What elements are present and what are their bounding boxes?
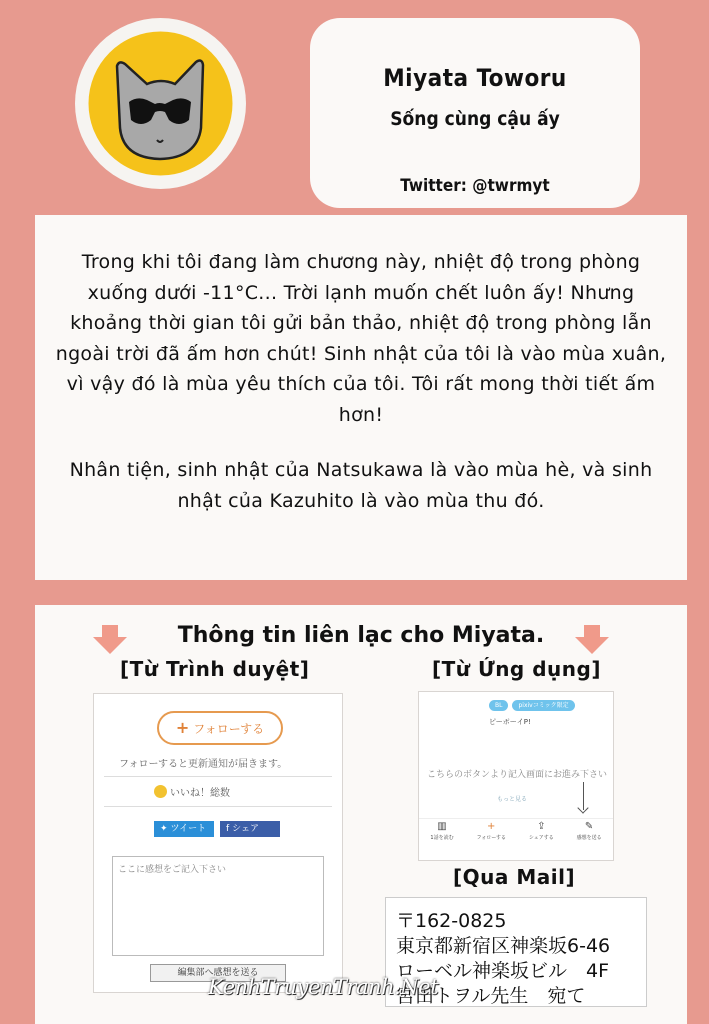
divider bbox=[104, 776, 332, 777]
send-feedback-button[interactable]: 編集部へ感想を送る bbox=[150, 964, 286, 982]
app-tab-follow[interactable] bbox=[476, 819, 506, 848]
tag-badge: pixivコミック限定 bbox=[512, 700, 574, 711]
follow-button-label: フォローする bbox=[193, 722, 265, 736]
share-icon: ⇪ bbox=[537, 821, 546, 832]
profile-card bbox=[310, 18, 640, 208]
app-tab-label: 1話を読む bbox=[430, 835, 454, 841]
tweet-button-label: ツイート bbox=[170, 824, 207, 834]
twitter-bird-icon: ✦ bbox=[160, 824, 168, 834]
browser-screenshot bbox=[93, 693, 343, 993]
app-screenshot bbox=[418, 691, 614, 861]
mail-section-label: [Qua Mail] bbox=[453, 865, 576, 889]
postal-code: 〒162-0825 bbox=[396, 910, 507, 932]
author-avatar bbox=[75, 18, 246, 189]
show-more-link[interactable]: もっと見る bbox=[497, 796, 528, 803]
comment-placeholder: ここに感想をご記入下さい bbox=[118, 865, 227, 875]
app-hint-text: こちらのボタンより記入画面にお進み下さい bbox=[427, 770, 608, 780]
app-tab-feedback[interactable] bbox=[577, 819, 602, 848]
author-name: Miyata Toworu bbox=[383, 64, 567, 92]
app-tab-label: フォローする bbox=[476, 835, 506, 841]
cat-sunglasses-icon bbox=[75, 18, 246, 189]
plus-icon: + bbox=[175, 718, 190, 737]
book-icon: ▥ bbox=[437, 821, 447, 832]
browser-section-label: [Từ Trình duyệt] bbox=[120, 657, 310, 681]
app-tags bbox=[489, 700, 575, 711]
plus-icon: + bbox=[487, 821, 496, 832]
app-tab-bar bbox=[419, 818, 613, 848]
twitter-handle[interactable]: Twitter: @twrmyt bbox=[400, 176, 550, 196]
follow-button[interactable] bbox=[157, 711, 283, 745]
facebook-share-button[interactable] bbox=[220, 821, 280, 837]
app-tab-share[interactable] bbox=[529, 819, 554, 848]
divider bbox=[104, 806, 332, 807]
note-paragraph-1: Trong khi tôi đang làm chương này, nhiệt độ trong phòng xuống dưới -11°C... Trời lạnh muốn chết luôn ấy! Nhưng khoảng thời gian tôi gửi bản thảo, nhiệt độ trong phòng lẫn ngoài trời đã ấm hơn chút! Sinh nhật của tôi là vào mùa xuân, vì vậy đó là mùa yêu thích của tôi. Tôi rất mong thời tiết ấm hơn! bbox=[55, 251, 667, 426]
address-line: ローベル神楽坂ビル 4F bbox=[396, 960, 610, 982]
share-button-label: シェア bbox=[232, 824, 259, 834]
app-tab-read[interactable] bbox=[430, 819, 453, 848]
author-note-card bbox=[35, 215, 687, 580]
comment-textarea[interactable] bbox=[112, 856, 324, 956]
tag-badge: BL bbox=[489, 700, 508, 711]
series-title: Sống cùng cậu ấy bbox=[390, 108, 560, 130]
facebook-icon: f bbox=[226, 824, 230, 834]
smile-icon bbox=[154, 785, 167, 798]
app-section-label: [Từ Ứng dụng] bbox=[432, 657, 601, 681]
like-text: いいね！総数 bbox=[170, 788, 230, 799]
address-line: 東京都新宿区神楽坂6-46 bbox=[396, 935, 611, 957]
addressee-line: 宮田トヲル先生 宛て bbox=[396, 985, 586, 1007]
app-series-title: ピーボーイP! bbox=[489, 718, 531, 726]
tweet-button[interactable] bbox=[154, 821, 214, 837]
down-arrow-icon bbox=[583, 782, 584, 810]
contact-title: Thông tin liên lạc cho Miyata. bbox=[177, 623, 545, 648]
share-row bbox=[154, 821, 280, 837]
watermark: KenhTruyenTranh.Net bbox=[208, 975, 439, 999]
app-tab-label: 感想を送る bbox=[576, 835, 602, 841]
app-tab-label: シェアする bbox=[528, 835, 554, 841]
like-row[interactable] bbox=[154, 784, 230, 799]
note-paragraph-2: Nhân tiện, sinh nhật của Natsukawa là vào mùa hè, và sinh nhật của Kazuhito là vào mùa thu đó. bbox=[69, 459, 653, 512]
follow-note: フォローすると更新通知が届きます。 bbox=[119, 759, 288, 770]
edit-icon: ✎ bbox=[584, 821, 594, 832]
contact-card bbox=[35, 605, 687, 1024]
